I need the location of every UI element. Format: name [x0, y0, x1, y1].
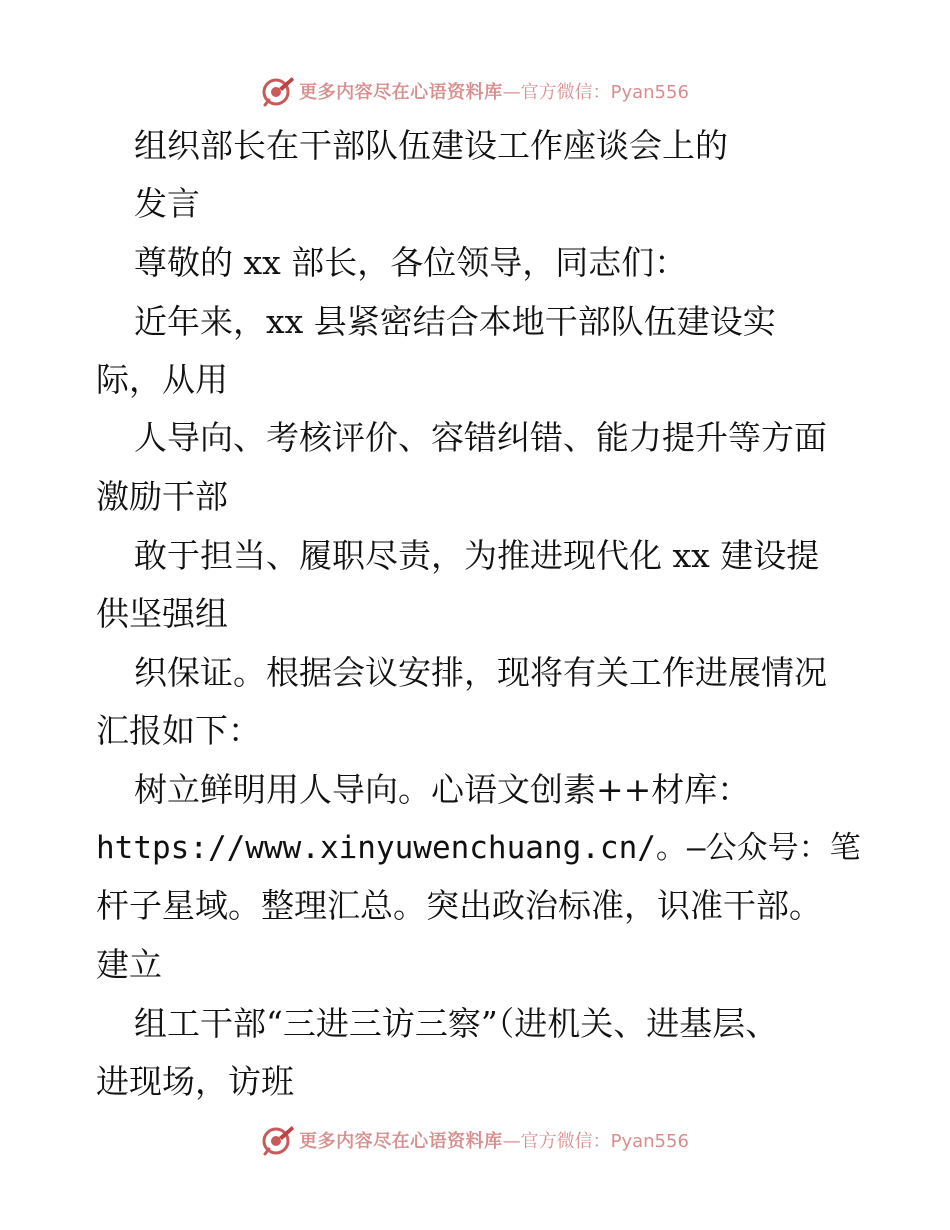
paragraph-line: 建立	[96, 945, 162, 984]
banner-contact-text: —官方微信：Pyan556	[502, 82, 689, 103]
paragraph-line: 汇报如下：	[96, 711, 261, 750]
paragraph-line: 际，从用	[96, 360, 228, 399]
salutation-line: 尊敬的 xx 部长，各位领导，同志们：	[134, 243, 688, 282]
header-banner	[0, 71, 950, 111]
paragraph-line: 织保证。根据会议安排，现将有关工作进展情况	[134, 653, 827, 692]
paragraph-line: 进现场，访班	[96, 1062, 294, 1101]
footer-banner	[0, 1120, 950, 1160]
banner-brand-text: 更多内容尽在心语资料库	[299, 1131, 503, 1152]
paragraph-line: 供坚强组	[96, 594, 228, 633]
paragraph-line: 杆子星域。整理汇总。突出政治标准，识准干部。	[96, 886, 822, 925]
paragraph-line: 人导向、考核评价、容错纠错、能力提升等方面	[134, 418, 827, 457]
paragraph-line: 敢于担当、履职尽责，为推进现代化 xx 建设提	[134, 536, 820, 575]
paragraph-line: 近年来，xx 县紧密结合本地干部队伍建设实	[134, 302, 776, 341]
document-title-line: 组织部长在干部队伍建设工作座谈会上的	[134, 126, 728, 165]
paragraph-line: 树立鲜明用人导向。心语文创素++材库：	[134, 770, 751, 809]
banner-brand-text: 更多内容尽在心语资料库	[299, 82, 503, 103]
banner-contact-text: —官方微信：Pyan556	[502, 1131, 689, 1152]
document-title-line: 发言	[134, 184, 200, 223]
paragraph-line: 组工干部“三进三访三察”（进机关、进基层、	[134, 1004, 779, 1043]
pen-logo-icon	[261, 1123, 295, 1157]
pen-logo-icon	[261, 74, 295, 108]
paragraph-line: 激励干部	[96, 477, 228, 516]
paragraph-line-with-url: https://www.xinyuwenchuang.cn/。—公众号：笔	[96, 830, 861, 866]
